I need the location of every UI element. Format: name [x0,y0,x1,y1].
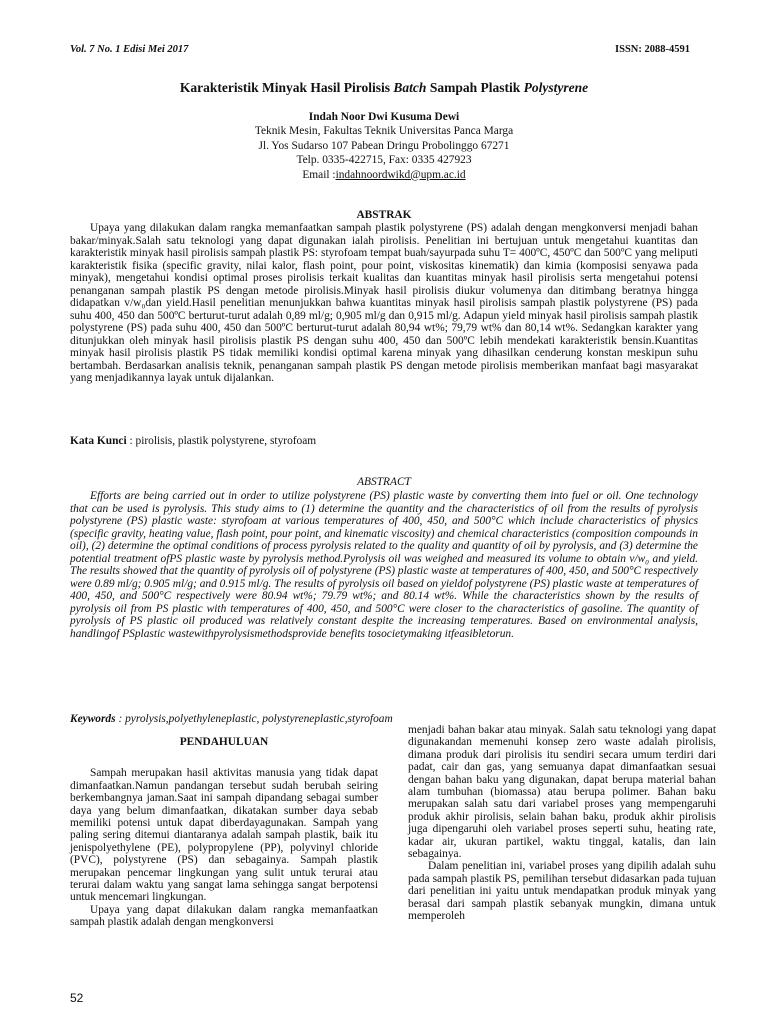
section-heading-pendahuluan: PENDAHULUAN [179,736,269,748]
body-paragraph: Dalam penelitian ini, variabel proses yang dipilih adalah suhu pada sampah plastik PS, pemilihan tersebut didasarkan pada tujuan dari penelitian ini yaitu untuk mendapatkan produk minyak yang berasal dari sampah plastik sebanyak mungkin, dimana untuk memperoleh [408,860,716,923]
body-paragraph: menjadi bahan bakar atau minyak. Salah satu teknologi yang dapat digunakandan memenuhi konsep zero waste adalah pirolisis, dimana produk dari pirolisis itu sendiri secara umum terdiri dari padat, cair dan gas, yang semuanya dapat dimanfaatkan sesuai dengan bahan baku yang digunakan, dapat berupa material bahan alam tumbuhan (biomassa) atau berupa polimer. Bahan baku merupakan salah satu dari variabel proses yang mempengaruhi produk akhir pirolisis, selain bahan baku, produk akhir pirolisis juga dipengaruhi oleh variabel proses seperti suhu, heating rate, kadar air, ukuran partikel, waktu tinggal, katalis, dan lain sebagainya. [408,724,716,861]
paper-title [0,80,768,96]
affiliation: Teknik Mesin, Fakultas Teknik Universitas Panca Marga [254,125,514,138]
address: Jl. Yos Sudarso 107 Pabean Dringu Probolinggo 67271 [258,139,510,152]
body-paragraph: Upaya yang dapat dilakukan dalam rangka memanfaatkan sampah plastik adalah dengan mengkonversi [70,903,378,929]
abstrak-body [70,222,698,385]
kata-kunci [70,435,698,447]
abstract-heading: ABSTRACT [357,476,411,488]
journal-volume: Vol. 7 No. 1 Edisi Mei 2017 [70,44,189,55]
body-left-column [70,736,378,929]
kata-kunci-label: Kata Kunci [70,435,127,447]
abstract-body [70,490,698,640]
kata-kunci-value: : pirolisis, plastik polystyrene, styrofoam [126,435,317,447]
phone-fax: Telp. 0335-422715, Fax: 0335 427923 [296,154,472,167]
abstract-text: Efforts are being carried out in order to utilize polystyrene (PS) plastic waste by converting them into fuel or oil. One technology that can be used is pyrolysis. This study aims to (1) determine the quantity and the characteristics of oil from the results of pyrolysis polystyrene (PS) plastic waste: styrofoam at various temperatures of 400, 450, and 500°C which include characteristics of physics (specific gravity, heating value, flash point, pour point, and kinematic viscosity) and chemical characteristics (composition compounds in oil), (2) determine the optimal conditions of process pyrolysis related to the quality and quantity of oil by pyrolysis, and (3) determine the potential treatment ofPS plastic waste by pyrolysis method.Pyrolysis oil was weighed and measured its volume to obtain v/w₀ and yield. The results showed that the quantity of pyrolysis oil of polystyrene (PS) plastic waste at temperatures of 400, 450, and 500°C respectively were 0.89 ml/g; 0.905 ml/g; and 0.915 ml/g. The results of pyrolysis oil based on yieldof polystyrene (PS) plastic waste at temperatures of 400, 450, and 500°C respectively were 80.94 wt%; 79.79 wt%; and 80.14 wt%. While the characteristics shown by the results of pyrolysis oil from PS plastic with temperatures of 400, 450, and 500°C were closer to the characteristics of gasoline. The quantity of pyrolysis of PS plastic oil produced was relatively constant despite the increasing temperatures. Based on environmental analysis, handlingof PSplastic wastewithpyrolysismethodsprovide benefits tosocietymaking itfeasibletorun. [70,490,698,640]
title-part: Karakteristik Minyak Hasil Pirolisis [179,80,394,95]
abstrak-heading: ABSTRAK [356,209,412,221]
keywords-label: Keywords [70,713,116,725]
body-right-column [408,724,716,923]
author-name: Indah Noor Dwi Kusuma Dewi [308,111,460,123]
abstrak-text: Upaya yang dilakukan dalam rangka memanfaatkan sampah plastik polystyrene (PS) adalah dengan mengkonversi menjadi bahan bakar/minyak.Salah satu teknologi yang dapat digunakan ialah pirolisis. Penelitian ini bertujuan untuk mengetahui kuantitas dan karakteristik minyak hasil pirolisis sampah plastik PS: styrofoam tempat buah/sayurpada suhu T= 400ºC, 450ºC dan 500ºC yang meliputi karakteristik fisika (specific gravity, nilai kalor, flash point, pour point, viskositas kinematik) dan kimia (komposisi senyawa pada minyak), mengetahui kondisi optimal proses pirolisis terkait kualitas dan kuantitas minyak hasil pirolisis serta mengetahui potensi penanganan sampah plastik PS dengan metode pirolisis.Minyak hasil pirolisis diukur volumenya dan ditimbang beratnya hingga didapatkan v/w₀dan yield.Hasil penelitian menunjukkan bahwa kuantitas minyak hasil pirolisis sampah plastik polystyrene (PS) pada suhu 400, 450 dan 500ºC berturut-turut adalah 0,89 ml/g; 0,905 ml/g dan 0,915 ml/g. Adapun yield minyak hasil pirolisis sampah plastik polystyrene (PS) pada suhu 400, 450 dan 500ºC berturut-turut adalah 80,94 wt%; 79,79 wt% dan 80,14 wt%. Sedangkan karakter yang ditunjukkan oleh minyak hasil pirolisis plastik PS dengan suhu 400, 450 dan 500ºC lebih mendekati karakteristik bensin.Kuantitas minyak hasil pirolisis plastik PS tidak memiliki kondisi optimal karena minyak yang dihasilkan cenderung konstan meskipun suhu bertambah. Berdasarkan analisis teknik, penanganan sampah plastik PS dengan metode pirolisis memberikan manfaat bagi masyarakat yang menjadikannya layak untuk dijalankan. [70,222,698,384]
keywords-value: : pyrolysis,polyethyleneplastic, polystyreneplastic,styrofoam [118,713,393,725]
body-paragraph: Sampah merupakan hasil aktivitas manusia yang tidak dapat dimanfaatkan.Namun pandangan tersebut sudah berubah seiring berkembangnya jaman.Saat ini sampah dipandang sebagai sumber daya yang belum dimanfaatkan, dikatakan sumber daya sebab memiliki potensi untuk dapat diberdayagunakan. Sampah yang paling sering ditemui diantaranya adalah sampah plastik, baik itu jenispolyethylene (PE), polypropylene (PP), polyvinyl chloride (PVC), polystyrene (PS) dan sebagainya. Sampah plastik merupakan pencemar lingkungan yang sulit untuk terurai atau terurai dalam waktu yang sangat lama sehingga sangat berpotensi untuk mencemari lingkungan. [70,767,378,904]
email-link[interactable]: indahnoordwikd@upm.ac.id [335,168,466,181]
page-number: 52 [70,991,84,1005]
issn: ISSN: 2088-4591 [615,44,690,55]
title-part: Sampah Plastik [426,80,524,95]
title-italic-batch: Batch [393,80,427,95]
author-block [0,110,768,182]
email-label: Email : [302,168,336,181]
title-italic-polystyrene: Polystyrene [523,80,589,95]
email-line [0,168,768,182]
